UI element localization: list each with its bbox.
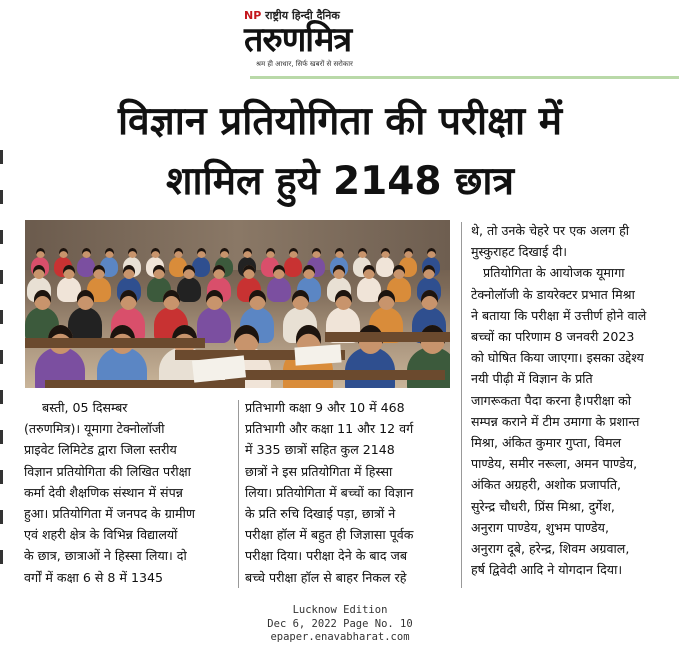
article-text-line: एवं शहरी क्षेत्र के विभिन्न विद्यालयों xyxy=(24,527,178,543)
student-head xyxy=(123,265,135,279)
page-footer xyxy=(250,604,430,645)
student-head xyxy=(289,248,298,258)
student-head xyxy=(33,265,45,279)
article-column-1 xyxy=(24,397,230,588)
article-text-line: थे, तो उनके चेहरे पर एक अलग ही xyxy=(471,223,630,238)
student-head xyxy=(93,265,105,279)
article-text-line: ने बताया कि परीक्षा में उत्तीर्ण होने वाले xyxy=(471,307,647,323)
article-text-line: पाण्डेय, समीर नरूला, अमन पाण्डेय, xyxy=(471,456,638,472)
student-head xyxy=(220,248,229,258)
article-photo xyxy=(25,220,450,388)
footer-date-page: Dec 6, 2022 Page No. 10 xyxy=(267,617,413,630)
student-head xyxy=(378,290,395,310)
student-figure xyxy=(267,277,291,303)
student-head xyxy=(59,248,68,258)
article-text-line: सम्पन्न कराने में टीम उमागा के प्रशान्त xyxy=(471,413,640,429)
student-head xyxy=(213,265,225,279)
student-head xyxy=(393,265,405,279)
student-head xyxy=(153,265,165,279)
student-head xyxy=(335,248,344,258)
student-head xyxy=(63,265,75,279)
student-head xyxy=(423,265,435,279)
left-margin-marks xyxy=(0,150,4,590)
student-head xyxy=(266,248,275,258)
student-figure xyxy=(177,277,201,303)
article-column-3 xyxy=(471,220,675,580)
student-head xyxy=(303,265,315,279)
article-text-line: अनुराग दूबे, हरेन्द्र, शिवम अग्रवाल, xyxy=(471,541,630,557)
student-head xyxy=(381,248,390,258)
student-head xyxy=(243,248,252,258)
article-text-line: बच्चों का परिणाम 8 जनवरी 2023 xyxy=(471,329,635,345)
desk xyxy=(325,332,450,342)
article-text-line: हुआ। प्रतियोगिता में जनपद के ग्रामीण xyxy=(24,506,195,522)
article-text-line: अनुराग पाण्डेय, शुभम पाण्डेय, xyxy=(471,519,609,535)
article-text-line: परीक्षा हॉल में बहुत ही जिज्ञासा पूर्वक xyxy=(245,527,414,543)
article-text-line: अंकित अग्रहरी, अशोक प्रजापति, xyxy=(471,477,622,493)
article-text-line: मिश्रा, अंकित कुमार गुप्ता, विमल xyxy=(471,435,622,451)
article-text-line: प्रतिभागी और कक्षा 11 और 12 वर्ग xyxy=(245,421,414,437)
article-text-line: के प्रति रुचि दिखाई पड़ा, छात्रों ने xyxy=(245,506,396,522)
article-text-line: को घोषित किया जाएगा। इसका उद्देश्य xyxy=(471,350,644,366)
article-text-line: परीक्षा दिया। परीक्षा देने के बाद जब xyxy=(245,548,408,564)
desk xyxy=(45,380,245,388)
student-head xyxy=(174,248,183,258)
student-head xyxy=(183,265,195,279)
student-head xyxy=(36,248,45,258)
student-head xyxy=(163,290,180,310)
article-text-line: प्रतिभागी कक्षा 9 और 10 में 468 xyxy=(245,400,405,415)
article-headline xyxy=(20,92,660,212)
exam-paper xyxy=(294,344,341,365)
article-text-line: हर्ष द्विवेदी आदि ने योगदान दिया। xyxy=(471,562,623,578)
student-head xyxy=(197,248,206,258)
masthead-rule xyxy=(250,76,679,79)
student-head xyxy=(312,248,321,258)
student-head xyxy=(151,248,160,258)
masthead-subtitle: श्रम ही आधार, सिर्फ खबरों से सरोकार xyxy=(256,60,353,68)
student-figure xyxy=(284,257,302,277)
student-head xyxy=(243,265,255,279)
desk xyxy=(225,370,445,380)
student-head xyxy=(249,290,266,310)
headline-line-1: विज्ञान प्रतियोगिता की परीक्षा में xyxy=(117,99,563,144)
student-figure xyxy=(376,257,394,277)
student-head xyxy=(358,248,367,258)
article-text-line: छात्रों ने इस प्रतियोगिता में हिस्सा xyxy=(245,463,393,479)
article-text-line: प्रतियोगिता के आयोजक यूमागा xyxy=(483,265,625,281)
article-text-line: नयी पीढ़ी में विज्ञान के प्रति xyxy=(471,371,593,387)
article-text-line: (तरुणमित्र)। यूमागा टेक्नोलॉजी xyxy=(24,421,165,437)
column-divider xyxy=(461,222,462,588)
student-head xyxy=(421,290,438,310)
desk xyxy=(25,338,205,348)
article-column-2 xyxy=(245,397,452,588)
masthead-tagline: NP राष्ट्रीय हिन्दी दैनिक xyxy=(244,9,340,22)
article-text-line: के छात्र, छात्राओं ने हिस्सा लिया। दो xyxy=(24,548,187,564)
student-head xyxy=(34,290,51,310)
student-head xyxy=(292,290,309,310)
student-head xyxy=(273,265,285,279)
article-text-line: बच्चे परीक्षा हॉल से बाहर निकल रहे xyxy=(245,569,407,585)
student-head xyxy=(333,265,345,279)
article-text-line: मुस्कुराहट दिखाई दी। xyxy=(471,244,567,260)
article-text-line: विज्ञान प्रतियोगिता की लिखित परीक्षा xyxy=(24,463,191,479)
footer-edition: Lucknow Edition xyxy=(292,604,388,616)
student-head xyxy=(82,248,91,258)
article-text-line: प्राइवेट लिमिटेड द्वारा जिला स्तरीय xyxy=(24,442,177,458)
article-text-line: वर्गों में कक्षा 6 से 8 में 1345 xyxy=(24,569,163,585)
newspaper-name: तरुणमित्र xyxy=(244,20,352,60)
article-text-line: जागरूकता पैदा करना है।परीक्षा को xyxy=(471,392,632,408)
student-head xyxy=(404,248,413,258)
article-text-line: लिया। प्रतियोगिता में बच्चों का विज्ञान xyxy=(245,484,414,500)
masthead xyxy=(244,8,444,68)
student-head xyxy=(335,290,352,310)
headline-line-2: शामिल हुये 2148 छात्र xyxy=(165,159,515,204)
article-text-line: टेक्नोलॉजी के डायरेक्टर प्रभात मिश्रा xyxy=(471,286,635,302)
student-head xyxy=(206,290,223,310)
footer-site: epaper.enavabharat.com xyxy=(270,631,410,643)
student-head xyxy=(77,290,94,310)
article-text-line: बस्ती, 05 दिसम्बर xyxy=(42,400,128,415)
article-text-line: में 335 छात्रों सहित कुल 2148 xyxy=(245,442,395,458)
np-logo-icon: NP xyxy=(244,9,262,22)
student-head xyxy=(427,248,436,258)
student-head xyxy=(363,265,375,279)
column-divider xyxy=(238,400,239,588)
student-head xyxy=(128,248,137,258)
student-head xyxy=(120,290,137,310)
article-text-line: सुरेन्द्र चौधरी, प्रिंस मिश्रा, दुर्गेश, xyxy=(471,498,615,514)
student-head xyxy=(105,248,114,258)
article-text-line: कर्मा देवी शैक्षणिक संस्थान में संपन्न xyxy=(24,484,183,500)
